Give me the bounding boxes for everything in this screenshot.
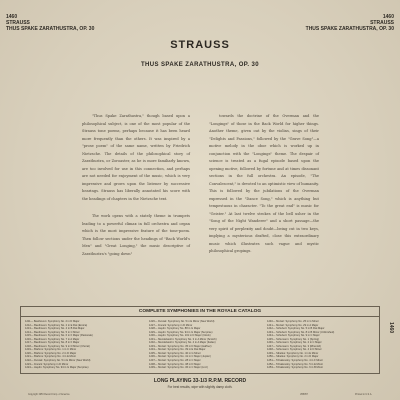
- catalog-number: 1460: [382, 14, 394, 20]
- printed-in-label: Printed in U.S.A.: [355, 394, 372, 396]
- catalog-entry: 1252— Tchaikovsky: Symphony No. 5 in E Minor: [267, 362, 324, 366]
- liner-notes-column-1: [82, 113, 190, 268]
- catalog-entry: 1217— Beethoven: Symphony No. 8 in F Major: [25, 341, 80, 345]
- catalog-entry: 1223— Franck: Symphony in D Minor: [25, 362, 69, 366]
- catalog-entry: 1228— Haydn: Symphony No. 88 in G Major: [149, 327, 201, 331]
- catalog-entry: 1224— Haydn: Symphony No. 94 in G Major (Surprise): [25, 366, 89, 370]
- catalog-column-2: [149, 320, 217, 370]
- catalog-entry: 1236— Mozart: Symphony No. 41 in C Major (Jupiter): [149, 355, 211, 359]
- catalog-entry: 1250— Sibelius: Symphony No. 2 in D Major: [267, 355, 319, 359]
- catalog-entry: 1214— Beethoven: Symphony No. 5 in C Minor: [25, 330, 80, 334]
- composer-name: STRAUSS: [6, 20, 30, 26]
- catalog-entry: 1212— Beethoven: Symphony No. 2 in E Flat (Eroica): [25, 323, 88, 327]
- liner-notes-column-2: [209, 113, 319, 266]
- catalog-entry: 1219— Brahms: Symphony No. 1 in C Minor: [25, 348, 77, 352]
- catalog-entry: 1253— Tchaikovsky: Symphony No. 6 in B Minor: [267, 366, 324, 370]
- work-title: THUS SPAKE ZARATHUSTRA, OP. 30: [6, 26, 95, 32]
- catalog-column-1: [25, 320, 93, 370]
- header-left: [6, 14, 94, 32]
- catalog-entry: 1243— Schubert: Symphony No. 8 in B Minor (Unfinished): [267, 330, 335, 334]
- catalog-entry: 1234— Mozart: Symphony No. 39 in E Flat Major: [149, 348, 206, 352]
- catalog-entry: 1229— Haydn: Symphony No. 94 in G Major (Surprise): [149, 330, 213, 334]
- catalog-entry: 1242— Schubert: Symphony No. 5 in B Flat Major: [267, 327, 325, 331]
- catalog-entry: 1245— Schumann: Symphony No. 1 (Spring): [267, 337, 320, 341]
- catalog-entry: 1211— Beethoven: Symphony No. 2 in D Major: [25, 320, 80, 323]
- work-title: THUS SPAKE ZARATHUSTRA, OP. 30: [305, 26, 394, 32]
- copyright-notice: Copyright 1953 Record Corp. of America: [28, 394, 70, 396]
- catalog-entry: 1222— Dvorak: Symphony No. 5 in E Minor (New World): [25, 359, 91, 363]
- spine-catalog-number: 1460: [388, 322, 394, 334]
- catalog-entry: 1231— Mendelssohn: Symphony No. 3 in A Minor (Scotch): [149, 337, 217, 341]
- catalog-entry: 1247— Schumann: Symphony No. 3 (Rhenish): [267, 344, 322, 348]
- record-format-label: LONG PLAYING 33-1/3 R.P.M. RECORD: [153, 378, 247, 384]
- catalog-entry: 1241— Mozart: Symphony No. 29 in A Major: [267, 323, 319, 327]
- catalog-entry: 1216— Beethoven: Symphony No. 7 in A Major: [25, 337, 80, 341]
- catalog-entry: 1220— Brahms: Symphony No. 2 in D Major: [25, 351, 77, 355]
- catalog-entry: 1226— Dvorak: Symphony No. 5 in E Minor (New World): [149, 320, 215, 323]
- catalog-entry: 1213— Beethoven: Symphony No. 4 in B Flat Major: [25, 327, 85, 331]
- catalog-entry: 1232— Mendelssohn: Symphony No. 4 in A Major (Italian): [149, 341, 216, 345]
- notes-paragraph: "Thus Spake Zarathustra," though based upon a philosophical subject, is one of the most popular of the Strauss tone poems, perhaps because it has been heard more frequently than the others. It was inspired by a "prose poem" of the same name, written by Friedrich Nietzsche. The details of the philosophical story of Zarathustra, or Zoroaster, as he is more familiarly known, are too involved for use in this connection, and perhaps are not needed for enjoyment of the music, which is very impressive and grows upon the listener by successive hearings. Strauss has liberally annotated his score with the headings of chapters in the Nietzsche text.: [82, 114, 190, 201]
- notes-paragraph: towards the doctrine of the Overman and the "Longings" of those in the Back World for higher things. Another theme, given out by the violins, sings of their "Delights and Passions," followed by the "Grave Song"—a motive melody in the oboe which is worked up in conjunction with the "Longings" theme. The despair of science is treated as a fugal episode based upon the opening motive, followed by fortune and at times dissonant sections in the full orchestra. An episode, "The Convalescent," is devoted to an optimistic view of humanity. This is followed by the jubilations of the Overman expressed in the "Dance Song," which is anything but tempestuous in character. "To the great end" is music for "Geister." At last twelve strokes of the bell usher in the "Song of the Night Wanderer" and a short passage—the very spirit of perplexity and doubt—being cut in two keys, implying a mysterious drafted, close this extraordinary music which illustrates such vague and mystic philosophical gropings.: [209, 114, 319, 253]
- catalog-entry: 1240— Mozart: Symphony No. 25 in G Minor: [267, 320, 319, 323]
- catalog-entry: 1227— Franck: Symphony in D Minor: [149, 323, 193, 327]
- catalog-entry: 1233— Mozart: Symphony No. 35 in D Major (Haffner): [149, 344, 212, 348]
- header-right: [306, 14, 394, 32]
- pressing-code: V88057: [300, 394, 308, 396]
- catalog-entry: 1249— Sibelius: Symphony No. 1 in E Minor: [267, 351, 319, 355]
- catalog-entry: 1251— Tchaikovsky: Symphony No. 4 in F Minor: [267, 359, 323, 363]
- catalog-entry: 1239— Mozart: Symphony No. 36 in C Major (Linz): [149, 366, 208, 370]
- catalog-entry: 1244— Schubert: Symphony No. 9 in C Major: [267, 334, 320, 338]
- catalog-entry: 1238— Mozart: Symphony No. 38 in D Major: [149, 362, 201, 366]
- catalog-entry: 1215— Beethoven: Symphony No. 6 in F Major (Pastorale): [25, 334, 93, 338]
- page-title: STRAUSS: [170, 39, 230, 51]
- catalog-entry: 1235— Mozart: Symphony No. 40 in G Minor: [149, 351, 201, 355]
- composer-name: STRAUSS: [370, 20, 394, 26]
- catalog-entry: 1248— Schumann: Symphony No. 4 in D Minor: [267, 348, 322, 352]
- notes-paragraph: The work opens with a stately theme in trumpets leading to a powerful climax in full orchestra and organ which is the most impressive feature of the tone-poem. Then follow sections under the headings of "Back World's Men" and "Great Longing," the music descriptive of Zarathustra's "going down": [82, 214, 190, 256]
- catalog-box: [20, 306, 380, 374]
- care-instructions: For best results, wipe with slightly damp cloth.: [167, 385, 233, 389]
- catalog-number: 1460: [6, 14, 18, 20]
- catalog-title: COMPLETE SYMPHONIES IN THE ROYALE CATALOG: [21, 309, 379, 317]
- catalog-entry: 1218— Beethoven: Symphony No. 9 in D Minor (Choral): [25, 344, 90, 348]
- catalog-entry: 1237— Mozart: Symphony No. 28 in C Major: [149, 359, 201, 363]
- catalog-entry: 1246— Schumann: Symphony No. 2 in C Major: [267, 341, 322, 345]
- catalog-column-3: [267, 320, 334, 370]
- catalog-entry: 1221— Brahms: Symphony No. 4 in E Minor: [25, 355, 77, 359]
- page-subtitle: THUS SPAKE ZARATHUSTRA, OP. 30: [140, 62, 259, 68]
- catalog-entry: 1230— Haydn: Symphony No. 101 in D Major (Clock): [149, 334, 211, 338]
